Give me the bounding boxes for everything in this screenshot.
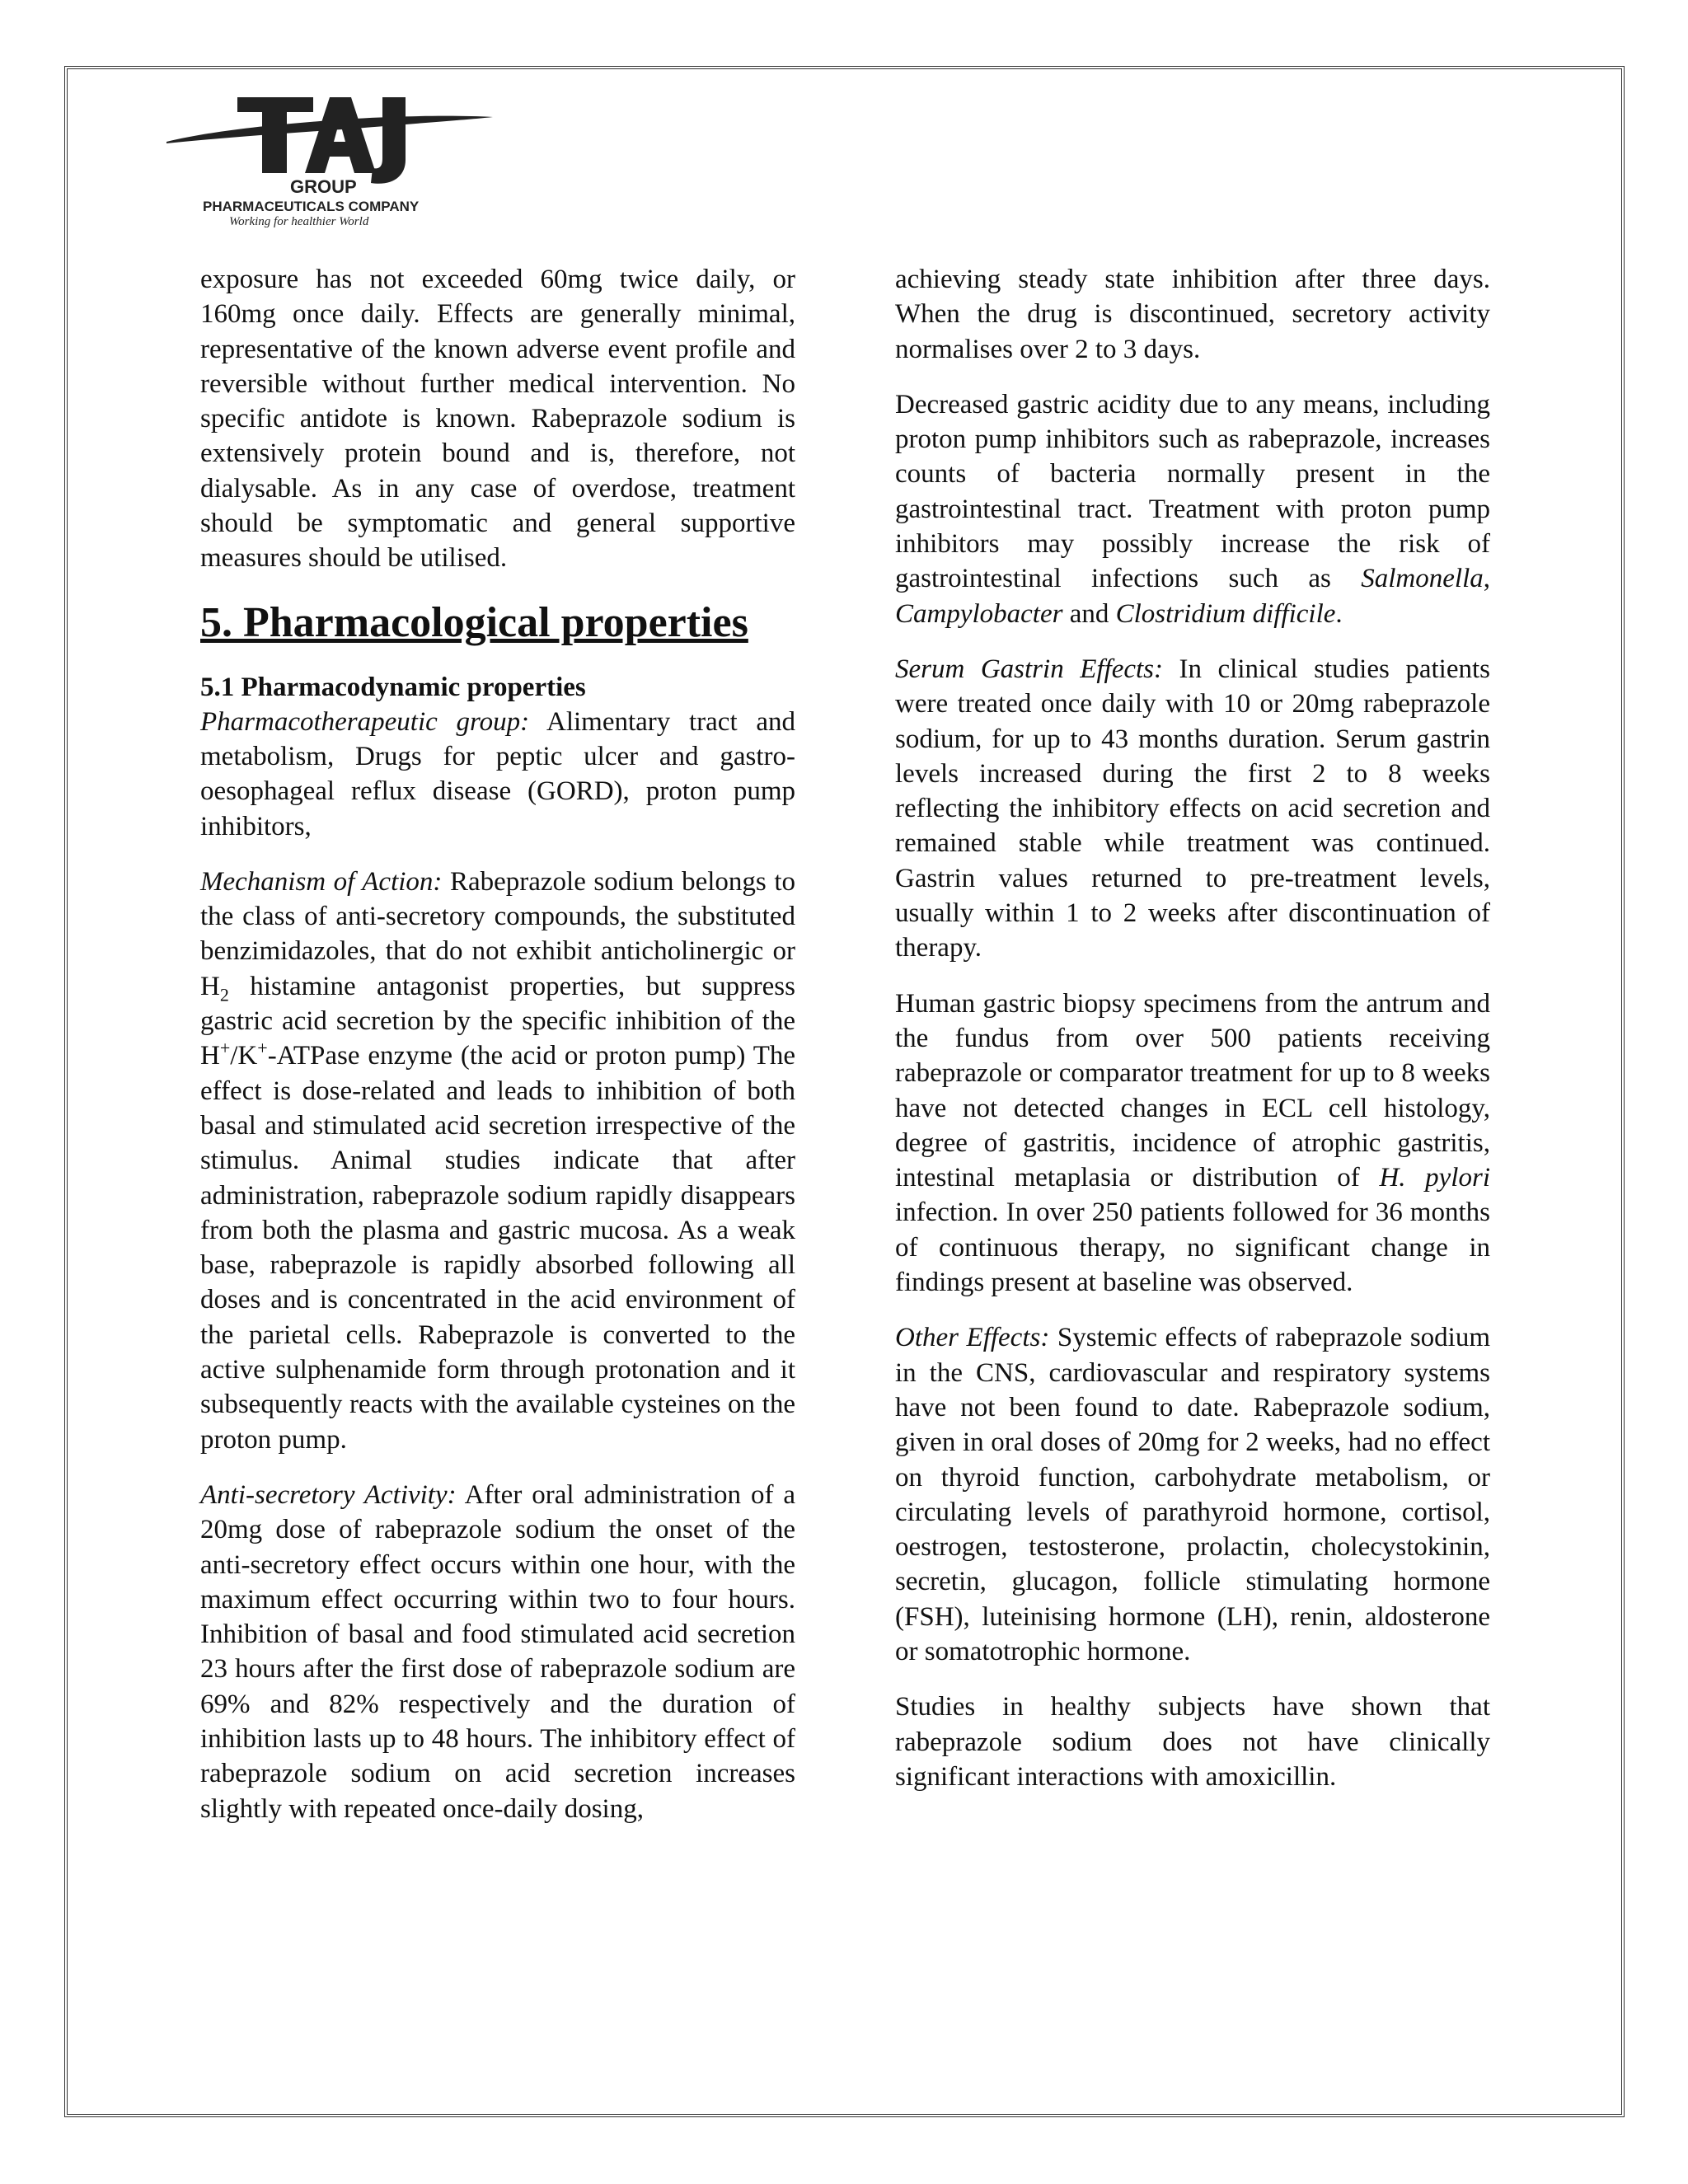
section-heading: 5. Pharmacological properties [200,598,748,646]
overdose-paragraph: exposure has not exceeded 60mg twice daily, or 160mg once daily. Effects are generally minimal, representative of the known adverse event profile and reversible without further medical intervention. No specific antidote is known. Rabeprazole sodium is extensively protein bound and is, therefore, not dialysable. As in any case of overdose, treatment should be symptomatic and general supportive measures should be utilised. [200,265,795,574]
left-column [200,262,795,1847]
campylobacter-text: Campylobacter [895,598,1063,629]
pharmacotherapeutic-label: Pharmacotherapeutic group: [200,706,530,737]
logo-tagline-text: Working for healthier World [229,215,369,228]
healthy-subjects-paragraph: Studies in healthy subjects have shown that rabeprazole sodium does not have clinically significant interactions with amoxicillin. [895,1692,1490,1792]
mechanism-text-1: Rabeprazole sodium belongs to the class of anti-secretory compounds, the substituted benzimidazoles, that do not exhibit anticholinergic or H [200,866,795,1001]
h-pylori-text: H. pylori [1379,1163,1490,1193]
k-plus-superscript: + [257,1038,268,1059]
pharmacotherapeutic-text: Alimentary tract and metabolism, Drugs for peptic ulcer and gastro-oesophageal reflux disease (GORD), proton pump inhibitors, [200,706,795,841]
gastrin-text: In clinical studies patients were treated once daily with 10 or 20mg rabeprazole sodium, for up to 43 months duration. Serum gastrin levels increased during the first 2 to 8 weeks reflecting the inhibitory effects on acid secretion and remained stable while treatment was continued. Gastrin values returned to pre-treatment levels, usually within 1 to 2 weeks after discontinuation of therapy. [895,654,1490,963]
mechanism-text-3: /K [230,1041,258,1071]
logo-company-text: PHARMACEUTICALS COMPANY [203,199,420,214]
mechanism-paragraph [200,865,795,1457]
steady-state-paragraph: achieving steady state inhibition after three days. When the drug is discontinued, secretory activity normalises over 2 to 3 days. [895,265,1490,364]
mechanism-text-4: -ATPase enzyme (the acid or proton pump) The effect is dose-related and leads to inhibition of both basal and stimulated acid secretion irrespective of the stimulus. Animal studies indicate that after administration, rabeprazole sodium rapidly disappears from both the plasma and gastric mucosa. As a weak base, rabeprazole is rapidly absorbed following all doses and is concentrated in the acid environment of the parietal cells. Rabeprazole is converted to the active sulphenamide form through protonation and it subsequently reacts with the available cysteines on the proton pump. [200,1041,795,1455]
antisecretory-label: Anti-secretory Activity: [200,1479,457,1510]
logo-group-text: GROUP [290,176,357,197]
right-column [895,262,1490,1815]
company-logo [165,91,495,231]
clostridium-text: Clostridium difficile [1115,598,1336,629]
salmonella-text: Salmonella [1361,564,1484,594]
antisecretory-paragraph [200,1478,795,1826]
separator-1: , [1483,564,1490,594]
biopsy-text-1: Human gastric biopsy specimens from the antrum and the fundus from over 500 patients receiving rabeprazole or comparator treatment for up to 8 weeks have not detected changes in ECL cell histology, degree of gastritis, incidence of atrophic gastritis, intestinal metaplasia or distribution of [895,988,1490,1193]
antisecretory-text: After oral administration of a 20mg dose of rabeprazole sodium the onset of the anti-secretory effect occurs within one hour, with the maximum effect occurring within two to four hours. Inhibition of basal and food stimulated acid secretion 23 hours after the first dose of rabeprazole sodium are 69% and 82% respectively and the duration of inhibition lasts up to 48 hours. The inhibitory effect of rabeprazole sodium on acid secretion increases slightly with repeated once-daily dosing, [200,1479,795,1824]
other-effects-paragraph [895,1320,1490,1669]
mechanism-text-2: histamine antagonist properties, but suppress gastric acid secretion by the specific inhibition of the H [200,971,795,1071]
gastrin-label: Serum Gastrin Effects: [895,654,1163,684]
biopsy-paragraph [895,987,1490,1301]
subsection-heading: 5.1 Pharmacodynamic properties [200,672,586,702]
acidity-paragraph [895,387,1490,631]
end-period: . [1335,598,1343,629]
gastrin-paragraph [895,652,1490,966]
acidity-text: Decreased gastric acidity due to any means, including proton pump inhibitors such as rabeprazole, increases counts of bacteria normally present in the gastrointestinal tract. Treatment with proton pump inhibitors may possibly increase the risk of gastrointestinal infections such as [895,389,1490,594]
h2-subscript: 2 [219,984,229,1005]
biopsy-text-2: infection. In over 250 patients followed for 36 months of continuous therapy, no significant change in findings present at baseline was observed. [895,1197,1490,1298]
pharmacotherapeutic-paragraph [200,705,795,844]
other-effects-text: Systemic effects of rabeprazole sodium in the CNS, cardiovascular and respiratory systems have not been found to date. Rabeprazole sodium, given in oral doses of 20mg for 2 weeks, had no effect on thyroid function, carbohydrate metabolism, or circulating levels of parathyroid hormone, cortisol, oestrogen, testosterone, prolactin, cholecystokinin, secretin, glucagon, follicle stimulating hormone (FSH), luteinising hormone (LH), renin, aldosterone or somatotrophic hormone. [895,1323,1490,1666]
logo-graphic [165,91,495,231]
mechanism-label: Mechanism of Action: [200,866,443,897]
separator-2: and [1062,598,1116,629]
h-plus-superscript: + [219,1038,231,1059]
other-effects-label: Other Effects: [895,1323,1050,1353]
